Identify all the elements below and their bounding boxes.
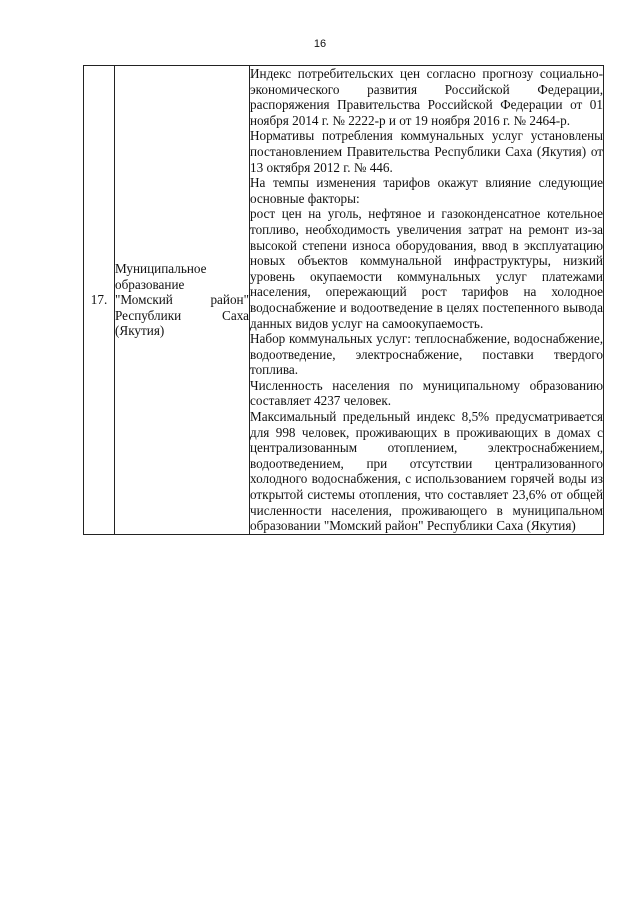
description-cell xyxy=(250,66,604,535)
municipality-name-line: Муниципальное xyxy=(115,260,207,276)
municipality-name-line: образование xyxy=(115,276,185,292)
paragraph-population: Численность населения по муниципальному образованию составляет 4237 человек. xyxy=(250,377,603,409)
page-number: 16 xyxy=(313,38,327,50)
table-row xyxy=(84,66,604,535)
municipality-name-cell xyxy=(115,66,250,535)
municipality-name-line: (Якутия) xyxy=(115,323,165,339)
paragraph-consumption-norms: Нормативы потребления коммунальных услуг установлены постановлением Правительства Республики Саха (Якутия) от 13 октября 2012 г. № 446. xyxy=(250,128,603,175)
paragraph-factors-intro: На темпы изменения тарифов окажут влияние следующие основные факторы: xyxy=(250,175,603,206)
municipality-name-line: "Момский район" xyxy=(115,292,249,308)
paragraph-cpi-index: Индекс потребительских цен согласно прогнозу социально-экономического развития Российской Федерации, распоряжения Правительства Российской Федерации от 01 ноября 2014 г. № 2222-р и от 19 ноября 2016 г. № 2464-р. xyxy=(250,66,603,128)
paragraph-utility-services: Набор коммунальных услуг: теплоснабжение, водоснабжение, водоотведение, электроснабжение, поставки твердого топлива. xyxy=(250,331,603,378)
municipality-name-line: Республики Саха xyxy=(115,307,249,323)
paragraph-factors-list: рост цен на уголь, нефтяное и газоконденсатное котельное топливо, необходимость увеличения затрат на ремонт из-за высокой степени износа оборудования, ввод в эксплуатацию новых объектов коммунальной инфраструктуры, низкий уровень окупаемости коммунальных услуг платежами населения, опережающий рост тарифов на холодное водоснабжение и водоотведение в целях постепенного вывода данных видов услуг на самоокупаемость. xyxy=(250,206,603,331)
tariff-table xyxy=(83,65,604,535)
row-number: 17. xyxy=(84,66,115,535)
paragraph-max-index: Максимальный предельный индекс 8,5% предусматривается для 998 человек, проживающих в проживающих в домах с централизованным отоплением, электроснабжением, водоотведением, при отсутствии централизованного холодного водоснабжения, с использованием горячей воды из открытой системы отопления, что составляет 23,6% от общей численности населения, проживающего в муниципальном образовании "Момский район" Республики Саха (Якутия) xyxy=(250,409,603,534)
